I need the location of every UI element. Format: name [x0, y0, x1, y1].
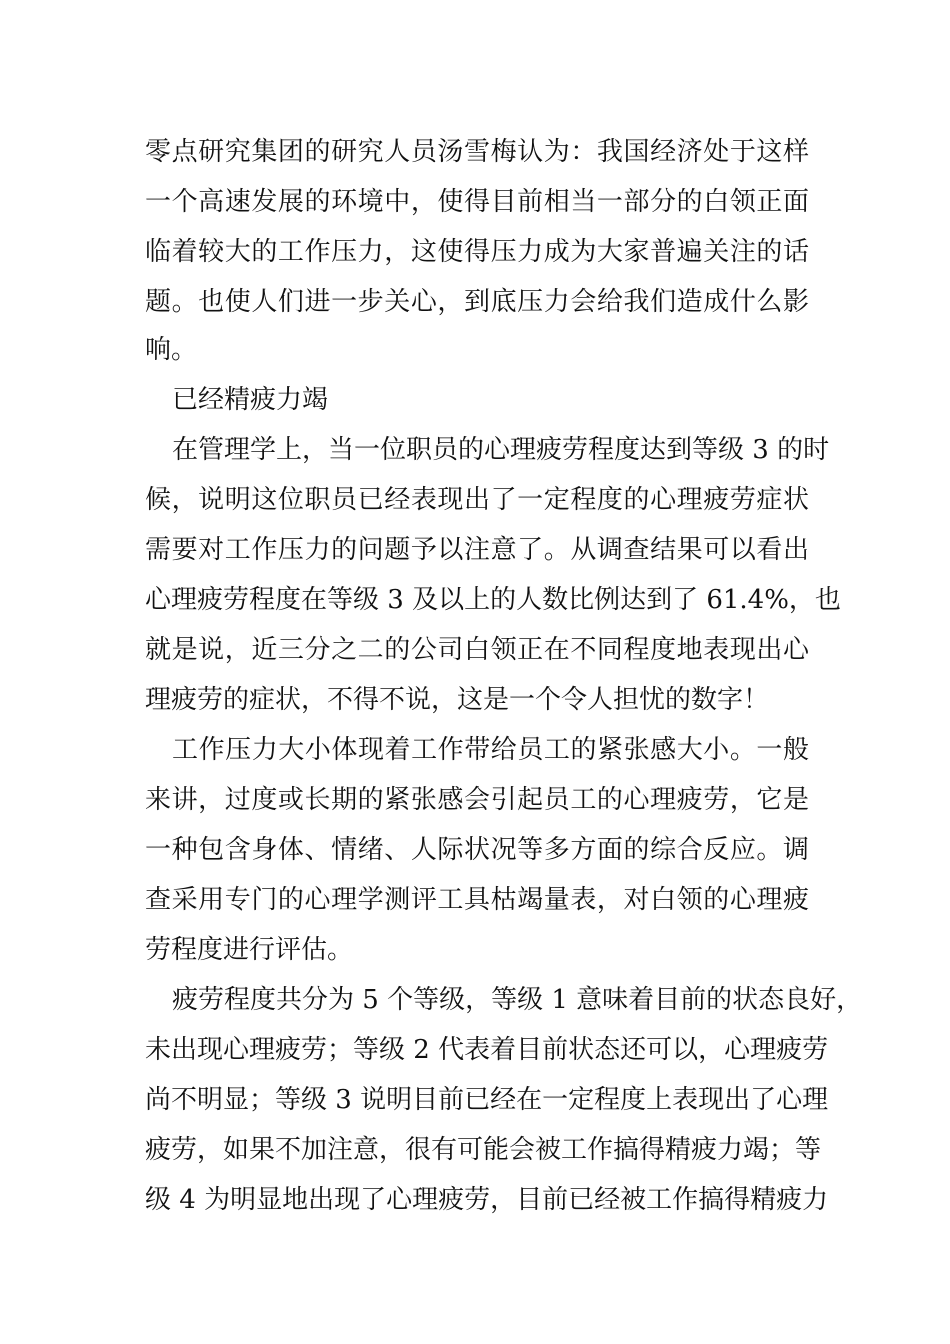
- paragraph-4-line-2: 未出现心理疲劳；等级 2 代表着目前状态还可以，心理疲劳: [145, 1035, 829, 1065]
- paragraph-4-line-3: 尚不明显；等级 3 说明目前已经在一定程度上表现出了心理: [145, 1085, 829, 1115]
- paragraph-4-line-4: 疲劳，如果不加注意，很有可能会被工作搞得精疲力竭；等: [145, 1135, 822, 1165]
- section-heading: 已经精疲力竭: [172, 385, 329, 415]
- paragraph-2-line-5: 就是说，近三分之二的公司白领正在不同程度地表现出心: [145, 635, 809, 665]
- paragraph-1-line-5: 响。: [145, 335, 198, 365]
- paragraph-4-line-1: 疲劳程度共分为 5 个等级，等级 1 意味着目前的状态良好，: [172, 985, 863, 1015]
- paragraph-3-line-4: 查采用专门的心理学测评工具枯竭量表，对白领的心理疲: [145, 885, 809, 915]
- paragraph-1-line-4: 题。也使人们进一步关心，到底压力会给我们造成什么影: [145, 287, 809, 317]
- paragraph-3-line-2: 来讲，过度或长期的紧张感会引起员工的心理疲劳，它是: [145, 785, 809, 815]
- paragraph-3-line-1: 工作压力大小体现着工作带给员工的紧张感大小。一般: [172, 735, 809, 765]
- paragraph-1-line-2: 一个高速发展的环境中，使得目前相当一部分的白领正面: [145, 187, 809, 217]
- paragraph-3-line-3: 一种包含身体、情绪、人际状况等多方面的综合反应。调: [145, 835, 809, 865]
- paragraph-4-line-5: 级 4 为明显地出现了心理疲劳，目前已经被工作搞得精疲力: [145, 1185, 829, 1215]
- paragraph-2-line-1: 在管理学上，当一位职员的心理疲劳程度达到等级 3 的时: [172, 435, 830, 465]
- paragraph-1-line-1: 零点研究集团的研究人员汤雪梅认为：我国经济处于这样: [145, 137, 809, 167]
- paragraph-1-line-3: 临着较大的工作压力，这使得压力成为大家普遍关注的话: [145, 237, 809, 267]
- paragraph-2-line-4: 心理疲劳程度在等级 3 及以上的人数比例达到了 61.4%，也: [145, 585, 841, 615]
- paragraph-2-line-6: 理疲劳的症状，不得不说，这是一个令人担忧的数字！: [145, 685, 770, 715]
- paragraph-2-line-2: 候，说明这位职员已经表现出了一定程度的心理疲劳症状: [145, 485, 809, 515]
- paragraph-2-line-3: 需要对工作压力的问题予以注意了。从调查结果可以看出: [145, 535, 809, 565]
- paragraph-3-line-5: 劳程度进行评估。: [145, 935, 354, 965]
